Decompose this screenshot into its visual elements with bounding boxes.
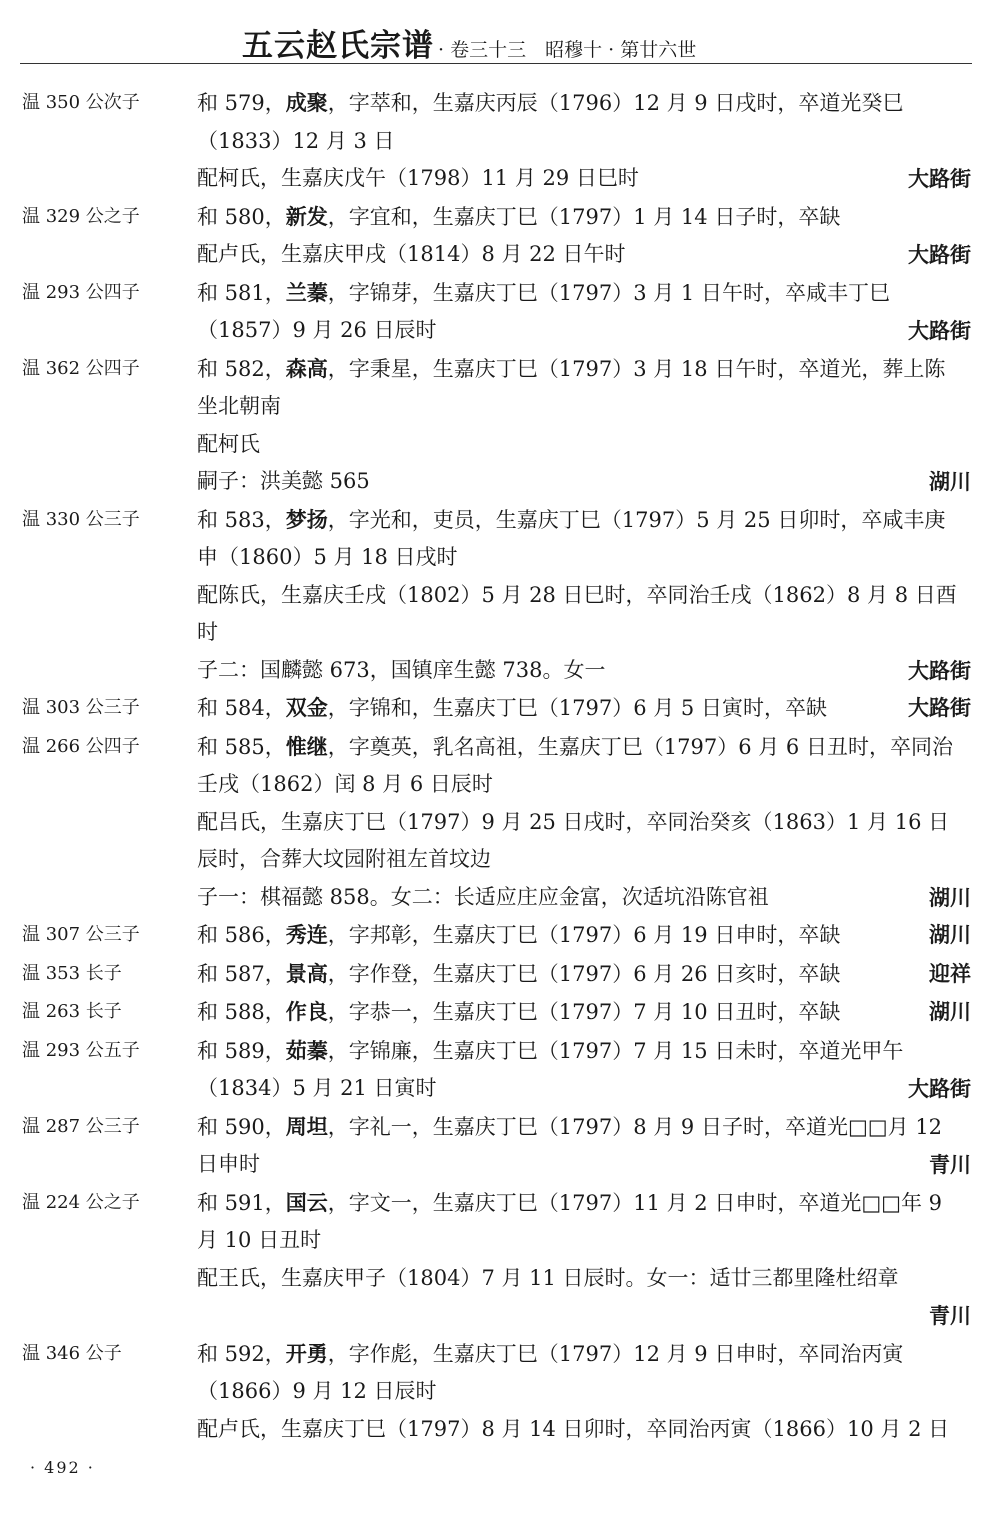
entry-generation-label: 温 293 公四子 <box>22 281 140 303</box>
genealogy-entries <box>0 84 992 1448</box>
entry-line <box>197 1108 973 1147</box>
entry <box>0 501 992 690</box>
person-name: 开勇 <box>285 1340 328 1366</box>
entry-line-text: 申（1860）5 月 18 日戌时 <box>197 545 458 569</box>
entry-line-text: 和 587， <box>197 961 286 986</box>
entry-body <box>197 1032 973 1108</box>
entry-generation-label: 温 353 长子 <box>22 962 122 984</box>
entry-line-text: 配陈氏，生嘉庆壬戌（1802）5 月 28 日巳时，卒同治壬戌（1862）8 月 8 日酉 <box>197 582 957 607</box>
entry-line-text: 和 584， <box>197 696 286 720</box>
entry-line <box>197 1411 973 1449</box>
entry-generation-label: 温 287 公三子 <box>22 1115 140 1137</box>
entry-line-text: 嗣子：洪美懿 565 <box>197 469 370 493</box>
entry-line-text: 和 580， <box>197 204 286 229</box>
entry-line <box>197 916 973 955</box>
entry-generation-label: 温 303 公三子 <box>22 697 140 718</box>
residence-label: 大路街 <box>908 657 971 683</box>
entry-body <box>197 728 973 917</box>
entry-line-rest: ，字邦彰，生嘉庆丁巳（1797）6 月 19 日申时，卒缺 <box>327 923 841 947</box>
entry <box>0 350 992 501</box>
entry <box>0 198 992 274</box>
entry-line-text: 子二：国麟懿 673，国镇庠生懿 738。女一 <box>197 657 606 682</box>
person-name: 兰蓁 <box>285 279 328 305</box>
entry-line <box>197 614 973 652</box>
entry-line <box>197 689 973 728</box>
page-header <box>0 14 992 62</box>
volume-info: · 卷三十三 昭穆十 · 第廿六世 <box>438 39 697 61</box>
entry-line <box>197 1222 973 1260</box>
entry-line <box>197 501 973 540</box>
entry-line-rest: ，字礼一，生嘉庆丁巳（1797）8 月 9 日子时，卒道光□□月 12 <box>327 1114 943 1139</box>
residence-label: 大路街 <box>908 695 971 720</box>
entry-line <box>197 274 973 313</box>
entry-line <box>197 1146 973 1184</box>
entry-line-rest: ，字奠英，乳名高祖，生嘉庆丁巳（1797）6 月 6 日丑时，卒同治 <box>327 734 953 759</box>
entry-line <box>197 350 973 389</box>
entry-line-text: （1834）5 月 21 日寅时 <box>197 1076 437 1100</box>
entry-body <box>197 501 973 690</box>
residence-label: 大路街 <box>908 166 971 191</box>
entry-body <box>197 993 973 1032</box>
entry-line-text: 和 590， <box>197 1114 286 1139</box>
entry-line <box>197 388 973 426</box>
person-name: 茹蓁 <box>285 1037 328 1063</box>
residence-label: 湖川 <box>929 922 971 947</box>
entry-line <box>197 1184 973 1223</box>
person-name: 周坦 <box>285 1113 328 1139</box>
entry-line <box>197 539 973 577</box>
person-name: 国云 <box>285 1189 328 1215</box>
entry-line <box>197 463 973 501</box>
entry-line <box>197 236 973 274</box>
entry-line <box>197 1335 973 1374</box>
entry-generation-label: 温 362 公四子 <box>22 357 140 379</box>
entry-line-text: （1833）12 月 3 日 <box>197 128 395 153</box>
entry-line <box>197 728 973 767</box>
person-name: 秀连 <box>285 922 328 947</box>
residence-label: 大路街 <box>908 318 971 343</box>
entry <box>0 84 992 198</box>
entry-line-text: 坐北朝南 <box>197 394 281 418</box>
person-name: 惟继 <box>285 733 328 759</box>
entry-line-text: （1857）9 月 26 日辰时 <box>197 318 437 342</box>
entry-line-text: 配卢氏，生嘉庆丁巳（1797）8 月 14 日卯时，卒同治丙寅（1866）10 月 2 日 <box>197 1416 950 1441</box>
entry-line <box>197 1297 973 1335</box>
entry <box>0 916 992 955</box>
entry-generation-label: 温 293 公五子 <box>22 1039 140 1061</box>
entry-line-text: 配柯氏 <box>197 431 260 456</box>
entry-line <box>197 766 973 804</box>
residence-label: 湖川 <box>929 999 971 1024</box>
entry-line-text: 时 <box>197 620 218 644</box>
person-name: 梦扬 <box>285 506 328 532</box>
entry-line <box>197 312 973 350</box>
entry <box>0 1184 992 1335</box>
entry-line-text: 和 589， <box>197 1038 286 1063</box>
entry-line-text: 配柯氏，生嘉庆戊午（1798）11 月 29 日巳时 <box>197 166 639 190</box>
entry-line <box>197 123 973 161</box>
entry-generation-label: 温 329 公之子 <box>22 205 140 227</box>
entry-body <box>197 1184 973 1335</box>
entry <box>0 1335 992 1449</box>
entry-line-rest: ，字萃和，生嘉庆丙辰（1796）12 月 9 日戌时，卒道光癸巳 <box>327 91 904 115</box>
entry-body <box>197 84 973 198</box>
book-title: 五云赵氏宗谱 <box>242 28 434 64</box>
entry-line-rest: ，字文一，生嘉庆丁巳（1797）11 月 2 日申时，卒道光□□年 9 <box>327 1190 943 1215</box>
entry-line-text: 配王氏，生嘉庆甲子（1804）7 月 11 日辰时。女一：适廿三都里隆杜绍章 <box>197 1265 899 1290</box>
entry-line-rest: ，字恭一，生嘉庆丁巳（1797）7 月 10 日丑时，卒缺 <box>327 1000 841 1024</box>
entry-generation-label: 温 330 公三子 <box>22 508 140 530</box>
entry-line-text: 和 581， <box>197 280 286 305</box>
entry-line-text: 壬戌（1862）闰 8 月 6 日辰时 <box>197 772 493 796</box>
entry-line <box>197 198 973 237</box>
entry-line-text: 和 579， <box>197 91 286 115</box>
watermark: ​ <box>160 1500 211 1532</box>
entry-line-text: 辰时，合葬大坟园附祖左首坟边 <box>197 847 491 871</box>
entry-body <box>197 1335 973 1449</box>
entry-line-text: 和 588， <box>197 1000 286 1024</box>
residence-label: 大路街 <box>908 242 971 267</box>
entry-generation-label: 温 263 长子 <box>22 1001 122 1022</box>
entry-line-rest: ，字宜和，生嘉庆丁巳（1797）1 月 14 日子时，卒缺 <box>327 204 841 229</box>
entry-body <box>197 689 973 728</box>
entry-body <box>197 350 973 501</box>
entry-line-text: 子一：棋福懿 858。女二：长适应庄应金富，次适坑沿陈官祖 <box>197 884 769 909</box>
entry-generation-label: 温 307 公三子 <box>22 924 140 945</box>
entry <box>0 728 992 917</box>
entry-generation-label: 温 346 公子 <box>22 1342 122 1364</box>
entry-line-rest: ，字作登，生嘉庆丁巳（1797）6 月 26 日亥时，卒缺 <box>327 961 841 986</box>
person-name: 成聚 <box>285 90 328 115</box>
entry <box>0 993 992 1032</box>
residence-label: 青川 <box>929 1303 971 1328</box>
entry-line <box>197 955 973 994</box>
entry-body <box>197 1108 973 1184</box>
entry-line-text: 月 10 日丑时 <box>197 1228 322 1252</box>
entry-line-text: （1866）9 月 12 日辰时 <box>197 1379 437 1403</box>
entry-line-rest: ，字光和，吏员，生嘉庆丁巳（1797）5 月 25 日卯时，卒咸丰庚 <box>327 507 946 532</box>
residence-label: 湖川 <box>929 469 971 494</box>
entry-line <box>197 1373 973 1411</box>
entry-line-text: 和 585， <box>197 734 286 759</box>
entry-body <box>197 916 973 955</box>
entry-line-text: 和 586， <box>197 923 286 947</box>
entry-generation-label: 温 266 公四子 <box>22 735 140 757</box>
entry-line-text: 和 591， <box>197 1190 286 1215</box>
residence-label: 湖川 <box>929 884 971 910</box>
page-number: · 492 · <box>30 1458 95 1477</box>
entry <box>0 1108 992 1184</box>
entry <box>0 274 992 350</box>
entry-line <box>197 652 973 690</box>
entry-line-text: 配吕氏，生嘉庆丁巳（1797）9 月 25 日戌时，卒同治癸亥（1863）1 月 16 日 <box>197 809 950 834</box>
entry-line-text: 日申时 <box>197 1152 260 1176</box>
entry-line <box>197 1260 973 1298</box>
entry <box>0 689 992 728</box>
person-name: 新发 <box>285 203 328 229</box>
entry-body <box>197 274 973 350</box>
entry-line-text: 和 583， <box>197 507 286 532</box>
entry-generation-label: 温 224 公之子 <box>22 1191 140 1213</box>
entry-line-text: 和 582， <box>197 356 286 381</box>
entry-line <box>197 84 973 123</box>
entry-line <box>197 1070 973 1108</box>
entry-line-rest: ，字秉星，生嘉庆丁巳（1797）3 月 18 日午时，卒道光，葬上陈 <box>327 356 946 381</box>
entry-line <box>197 879 973 917</box>
entry-generation-label: 温 350 公次子 <box>22 92 140 113</box>
person-name: 森高 <box>285 355 328 381</box>
residence-label: 大路街 <box>908 1076 971 1101</box>
entry-line-rest: ，字锦芽，生嘉庆丁巳（1797）3 月 1 日午时，卒咸丰丁巳 <box>327 280 890 305</box>
entry-line-text: 和 592， <box>197 1341 286 1366</box>
residence-label: 青川 <box>929 1152 971 1177</box>
entry-line <box>197 841 973 879</box>
entry-line <box>197 426 973 464</box>
entry-line <box>197 993 973 1032</box>
entry-line <box>197 804 973 842</box>
entry-line <box>197 577 973 615</box>
header-rule <box>20 63 972 64</box>
entry-line-rest: ，字锦廉，生嘉庆丁巳（1797）7 月 15 日未时，卒道光甲午 <box>327 1038 904 1063</box>
entry-body <box>197 955 973 994</box>
entry-line-rest: ，字锦和，生嘉庆丁巳（1797）6 月 5 日寅时，卒缺 <box>327 696 827 720</box>
entry-line <box>197 1032 973 1071</box>
entry <box>0 1032 992 1108</box>
person-name: 景高 <box>285 960 328 986</box>
entry-line <box>197 160 973 198</box>
residence-label: 迎祥 <box>929 960 971 986</box>
person-name: 双金 <box>285 695 328 720</box>
entry-line-rest: ，字作彪，生嘉庆丁巳（1797）12 月 9 日申时，卒同治丙寅 <box>327 1341 904 1366</box>
entry-body <box>197 198 973 274</box>
entry <box>0 955 992 994</box>
person-name: 作良 <box>285 999 328 1024</box>
entry-line-text: 配卢氏，生嘉庆甲戌（1814）8 月 22 日午时 <box>197 242 626 266</box>
